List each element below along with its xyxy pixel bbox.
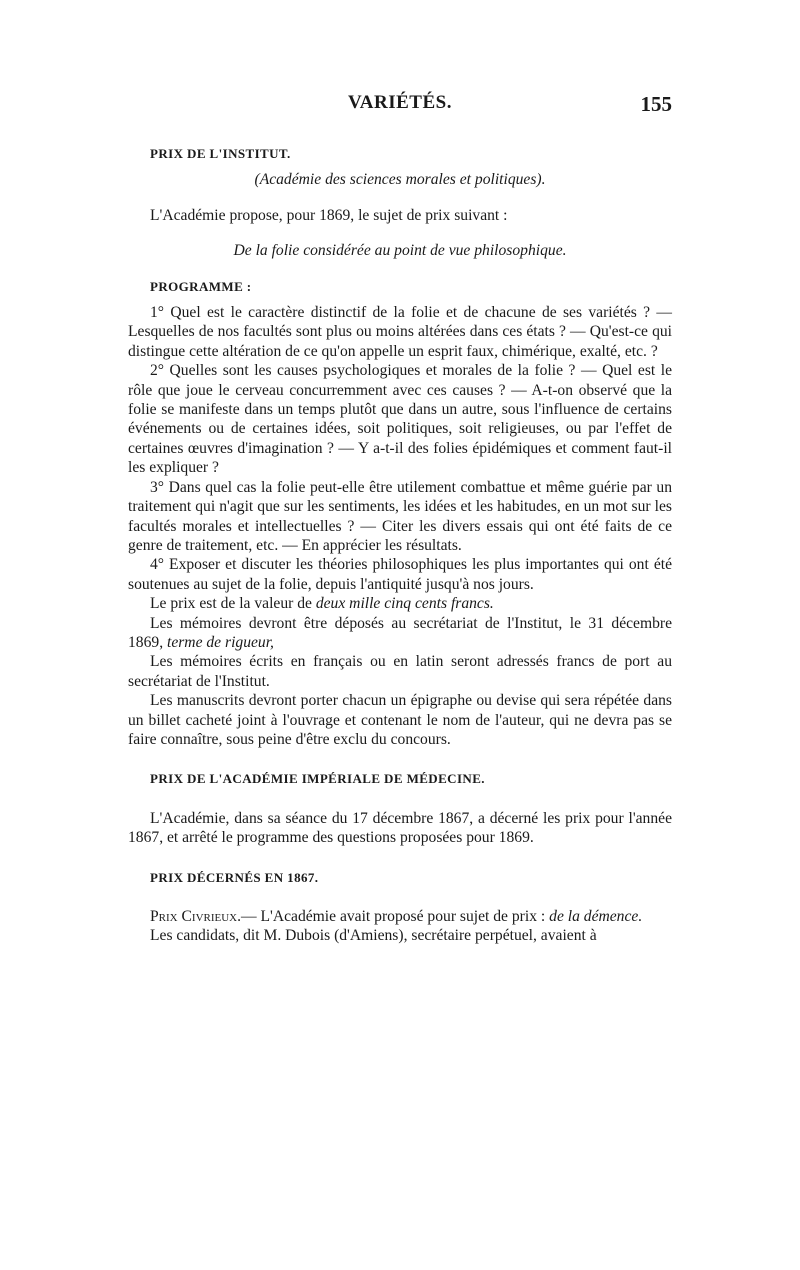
institut-intro: L'Académie propose, pour 1869, le sujet de prix suivant : xyxy=(150,206,508,224)
page-number: 155 xyxy=(640,92,672,116)
running-head-title: VARIÉTÉS. xyxy=(348,92,452,113)
deposit-deadline: terme de rigueur, xyxy=(166,633,274,651)
section-heading-institut: PRIX DE L'INSTITUT. xyxy=(150,146,291,161)
candidates-paragraph: Les candidats, dit M. Dubois (d'Amiens), secrétaire perpétuel, avaient à xyxy=(150,927,597,945)
medecine-intro: L'Académie, dans sa séance du 17 décembre 1867, a décerné les prix pour l'année 1867, et arrêté le programme des questions proposées pour 1869. xyxy=(128,809,672,847)
academy-name xyxy=(128,170,672,189)
deposit-prefix: Les mémoires devront être déposés au secrétariat de l'Institut, le 31 décembre 1869, xyxy=(128,614,672,651)
civrieux-paragraph xyxy=(128,907,672,926)
civrieux-text: — L'Académie avait proposé pour sujet de prix : xyxy=(241,908,550,925)
text-block xyxy=(128,144,672,946)
running-head xyxy=(128,92,672,118)
civrieux-subject: de la démence. xyxy=(549,908,643,925)
question-1: 1° Quel est le caractère distinctif de la folie et de chacune de ses variétés ? — Lesquelles de nos facultés sont plus ou moins altérées dans ces états ? — Qu'est-ce qui distingue cette altération de ce qu'on appelle un esprit faux, chimérique, exalté, etc. ? xyxy=(128,304,672,360)
prize-value-prefix: Le prix est de la valeur de xyxy=(150,595,316,613)
deposit-rule xyxy=(128,614,672,653)
question-3: 3° Dans quel cas la folie peut-elle être utilement combattue et même guérie par un traitement qui n'agit que sur les sentiments, les idées et les habitudes, en un mot sur les facultés morales et intellectuelles ? — Citer les divers essais qui ont été faits de ce genre de traitement, etc. — En apprécier les résultats. xyxy=(128,478,672,554)
prize-subject xyxy=(128,241,672,260)
prize-value xyxy=(128,594,672,613)
question-4: 4° Exposer et discuter les théories philosophiques les plus importantes qui ont été soutenues au sujet de la folie, depuis l'antiquité jusqu'à nos jours. xyxy=(128,556,672,593)
section-heading-medecine: PRIX DE L'ACADÉMIE IMPÉRIALE DE MÉDECINE. xyxy=(150,771,485,787)
languages-rule: Les mémoires écrits en français ou en latin seront adressés francs de port au secrétariat de l'Institut. xyxy=(128,653,672,690)
programme-heading: PROGRAMME : xyxy=(150,278,252,294)
civrieux-label: Prix Civrieux. xyxy=(150,908,242,925)
question-2: 2° Quelles sont les causes psychologiques et morales de la folie ? — Quel est le rôle que joue le cerveau concurremment avec ces causes ? — A-t-on observé que la folie se manifeste dans un temps plutôt que dans un autre, sous l'influence de certains événements ou de certaines idées, soit politiques, soit religieuses, ou par l'effet de certaines œuvres d'imagination ? — Y a-t-il des folies épidémiques et comment faut-il les expliquer ? xyxy=(128,362,672,477)
awarded-heading: PRIX DÉCERNÉS EN 1867. xyxy=(150,869,319,885)
prize-value-amount: deux mille cinq cents francs. xyxy=(315,595,494,613)
prize-subject-text: De la folie considérée au point de vue philosophique. xyxy=(233,242,567,260)
academy-name-text: (Académie des sciences morales et politiques). xyxy=(254,171,546,189)
manuscripts-rule: Les manuscrits devront porter chacun un épigraphe ou devise qui sera répétée dans un billet cacheté joint à l'ouvrage et contenant le nom de l'auteur, qui ne devra pas se faire connaître, sous peine d'être exclu du concours. xyxy=(128,692,672,748)
